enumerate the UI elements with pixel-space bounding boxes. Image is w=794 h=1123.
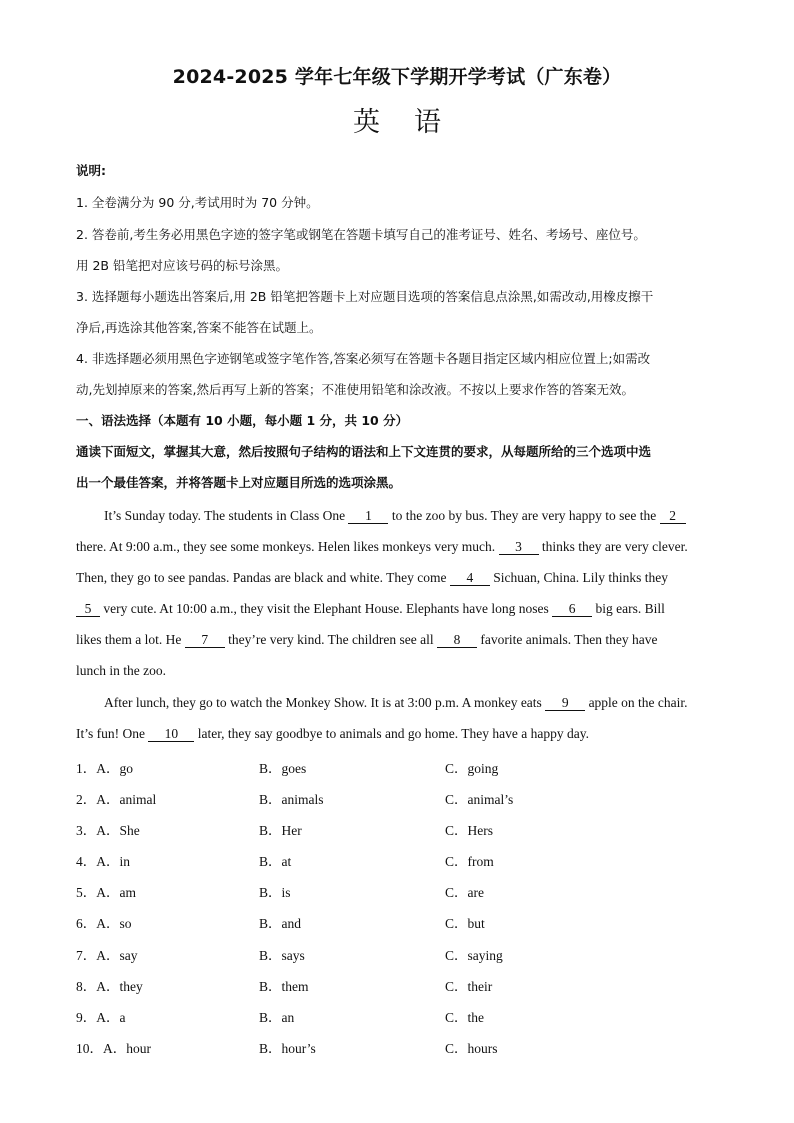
question-options — [76, 975, 718, 993]
option-c: C．Hers — [445, 823, 493, 838]
exam-title: 2024-2025 学年七年级下学期开学考试（广东卷） — [172, 66, 622, 88]
option-c: C．but — [445, 916, 485, 931]
option-c: C．the — [445, 1010, 484, 1025]
option-b: B．goes — [259, 761, 307, 776]
passage-text: favorite animals. Then they have — [480, 632, 658, 647]
question-options — [76, 757, 718, 775]
passage-text: to the zoo by bus. They are very happy to see the — [391, 508, 657, 523]
section-directions-cont: 出一个最佳答案，并将答题卡上对应题目所选的选项涂黑。 — [76, 475, 402, 490]
section-heading: 一、语法选择（本题有 10 小题，每小题 1 分，共 10 分） — [76, 413, 409, 428]
passage-line — [76, 507, 718, 525]
option-a: 5．A．am — [76, 885, 136, 900]
blank-10: 10 — [148, 726, 194, 742]
blank-6: 6 — [552, 601, 592, 617]
question-options — [76, 819, 718, 837]
instruction-item-2-cont: 用 2B 铅笔把对应该号码的标号涂黑。 — [76, 258, 288, 273]
passage-text: big ears. Bill — [595, 601, 665, 616]
option-a: 10．A．hour — [76, 1041, 151, 1056]
question-options — [76, 850, 718, 868]
passage-text: very cute. At 10:00 a.m., they visit the Elephant House. Elephants have long noses — [103, 601, 549, 616]
option-c: C．are — [445, 885, 484, 900]
blank-1: 1 — [348, 508, 388, 524]
option-a: 6．A．so — [76, 916, 132, 931]
instruction-item-1: 1. 全卷满分为 90 分,考试用时为 70 分钟。 — [76, 195, 319, 210]
passage-text: later, they say goodbye to animals and go home. They have a happy day. — [197, 726, 589, 741]
option-c: C．hours — [445, 1041, 498, 1056]
passage-line — [76, 600, 718, 618]
instruction-item-4-cont: 动,先划掉原来的答案,然后再写上新的答案；不准使用铅笔和涂改液。不按以上要求作答的答案无效。 — [76, 382, 634, 397]
question-options — [76, 912, 718, 930]
passage-text: Sichuan, China. Lily thinks they — [493, 570, 669, 585]
passage-text: there. At 9:00 a.m., they see some monkeys. Helen likes monkeys very much. — [76, 539, 496, 554]
passage-line — [76, 694, 718, 712]
blank-2: 2 — [660, 508, 686, 524]
subject-title — [0, 100, 794, 139]
blank-8: 8 — [437, 632, 477, 648]
question-options — [76, 788, 718, 806]
instruction-item-3: 3. 选择题每小题选出答案后,用 2B 铅笔把答题卡上对应题目选项的答案信息点涂黑,如需改动,用橡皮擦干 — [76, 289, 654, 304]
instruction-item-2: 2. 答卷前,考生务必用黑色字迹的签字笔或钢笔在答题卡填写自己的准考证号、姓名、考场号、座位号。 — [76, 227, 646, 242]
option-c: C．from — [445, 854, 494, 869]
instruction-item-3-cont: 净后,再选涂其他答案,答案不能答在试题上。 — [76, 320, 322, 335]
option-b: B．an — [259, 1010, 295, 1025]
section-directions: 通读下面短文，掌握其大意，然后按照句子结构的语法和上下文连贯的要求，从每题所给的三个选项中选 — [76, 444, 652, 459]
option-b: B．at — [259, 854, 292, 869]
option-a: 4．A．in — [76, 854, 130, 869]
option-a: 2．A．animal — [76, 792, 157, 807]
question-options — [76, 1006, 718, 1024]
passage-text: It’s fun! One — [76, 726, 145, 741]
blank-7: 7 — [185, 632, 225, 648]
instruction-item-4: 4. 非选择题必须用黑色字迹钢笔或签字笔作答,答案必须写在答题卡各题目指定区域内相应位置上;如需改 — [76, 351, 651, 366]
option-b: B．Her — [259, 823, 302, 838]
blank-9: 9 — [545, 695, 585, 711]
option-a: 9．A．a — [76, 1010, 126, 1025]
passage-text: After lunch, they go to watch the Monkey Show. It is at 3:00 p.m. A monkey eats — [104, 695, 542, 710]
passage-line — [76, 569, 718, 587]
option-b: B．and — [259, 916, 301, 931]
option-a: 3．A．She — [76, 823, 140, 838]
option-b: B．is — [259, 885, 291, 900]
question-options — [76, 944, 718, 962]
passage-line: lunch in the zoo. — [76, 663, 166, 678]
option-c: C．saying — [445, 948, 503, 963]
passage-text: likes them a lot. He — [76, 632, 182, 647]
passage-line — [76, 631, 718, 649]
passage-text: It’s Sunday today. The students in Class One — [104, 508, 346, 523]
option-c: C．going — [445, 761, 499, 776]
option-c: C．animal’s — [445, 792, 514, 807]
option-b: B．animals — [259, 792, 324, 807]
option-a: 1．A．go — [76, 761, 133, 776]
option-a: 8．A．they — [76, 979, 143, 994]
option-b: B．hour’s — [259, 1041, 316, 1056]
option-a: 7．A．say — [76, 948, 138, 963]
passage-text: thinks they are very clever. — [541, 539, 688, 554]
blank-4: 4 — [450, 570, 490, 586]
question-options — [76, 1037, 718, 1055]
subject-char: 语 — [414, 107, 441, 138]
instructions-heading: 说明: — [76, 163, 106, 178]
passage-text: they’re very kind. The children see all — [228, 632, 434, 647]
passage-line — [76, 725, 718, 743]
passage-text: apple on the chair. — [588, 695, 688, 710]
question-options — [76, 881, 718, 899]
passage-text: Then, they go to see pandas. Pandas are black and white. They come — [76, 570, 447, 585]
option-b: B．them — [259, 979, 309, 994]
subject-char: 英 — [353, 107, 380, 138]
option-c: C．their — [445, 979, 493, 994]
blank-3: 3 — [499, 539, 539, 555]
passage-line — [76, 538, 718, 556]
blank-5: 5 — [76, 601, 100, 617]
option-b: B．says — [259, 948, 305, 963]
